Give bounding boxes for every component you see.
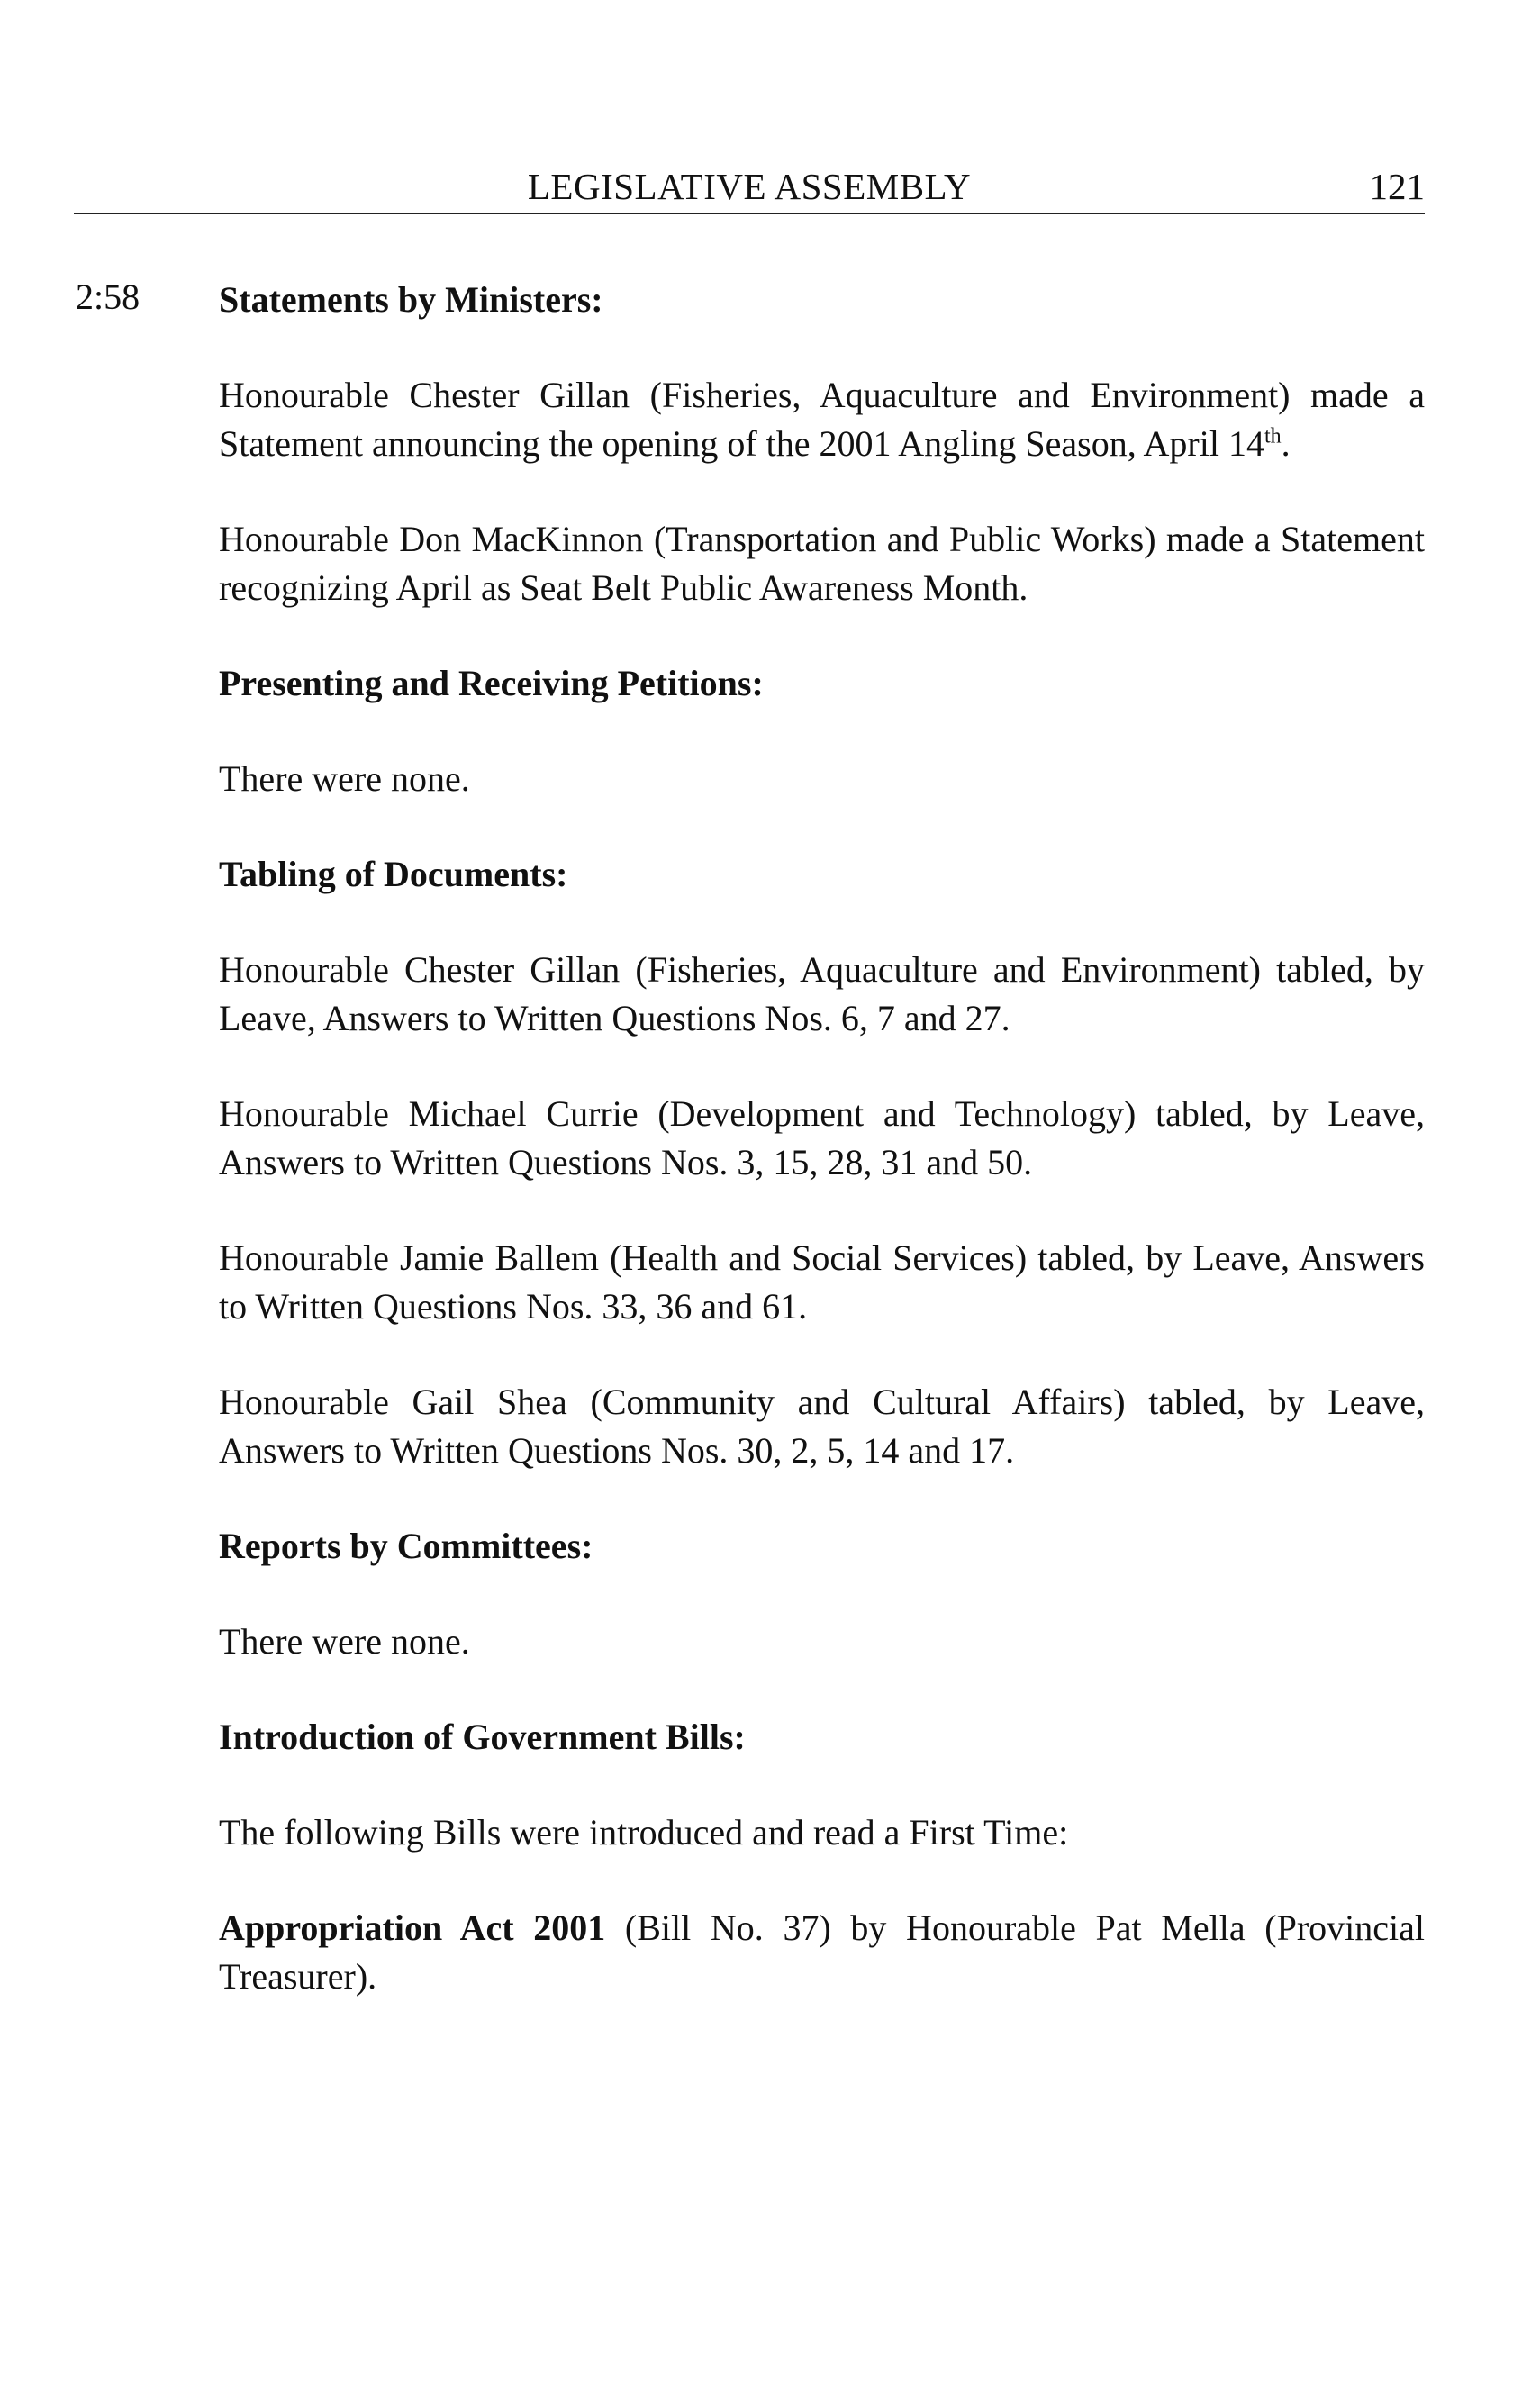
paragraph-statement-mackinnon: Honourable Don MacKinnon (Transportation and Public Works) made a Statement recognizing April as Seat Belt Public Awareness Month. — [219, 519, 1425, 608]
paragraph-bills-intro: The following Bills were introduced and read a First Time: — [219, 1812, 1069, 1853]
paragraph-statement-gillan — [219, 371, 1425, 468]
heading-presenting-petitions: Presenting and Receiving Petitions: — [219, 663, 764, 703]
time-mark: 2:58 — [76, 276, 140, 317]
paragraph-petitions-none: There were none. — [219, 758, 470, 799]
paragraph-tabling-gillan: Honourable Chester Gillan (Fisheries, Aquaculture and Environment) tabled, by Leave, Answers to Written Questions Nos. 6, 7 and 27. — [219, 949, 1425, 1038]
heading-statements-by-ministers: Statements by Ministers: — [219, 279, 603, 320]
heading-tabling-documents: Tabling of Documents: — [219, 854, 568, 894]
header-title: LEGISLATIVE ASSEMBLY — [527, 166, 972, 207]
ordinal-superscript: th — [1264, 424, 1282, 448]
paragraph-tabling-shea: Honourable Gail Shea (Community and Cultural Affairs) tabled, by Leave, Answers to Written Questions Nos. 30, 2, 5, 14 and 17. — [219, 1382, 1425, 1471]
statement-gillan-text: Honourable Chester Gillan (Fisheries, Aquaculture and Environment) made a Statement announcing the opening of the 2001 Angling Season, April 14 — [219, 375, 1425, 464]
document-body — [219, 276, 1425, 2048]
heading-government-bills: Introduction of Government Bills: — [219, 1717, 746, 1757]
header-rule — [74, 213, 1425, 214]
paragraph-tabling-ballem: Honourable Jamie Ballem (Health and Social Services) tabled, by Leave, Answers to Written Questions Nos. 33, 36 and 61. — [219, 1237, 1425, 1327]
bill-details: (Bill No. 37) by Honourable Pat Mella (Provincial Treasurer). — [219, 1907, 1425, 1997]
paragraph-appropriation-act — [219, 1904, 1425, 2001]
statement-gillan-end: . — [1281, 423, 1291, 464]
paragraph-committees-none: There were none. — [219, 1621, 470, 1662]
page-number: 121 — [1369, 166, 1425, 207]
paragraph-tabling-currie: Honourable Michael Currie (Development and Technology) tabled, by Leave, Answers to Written Questions Nos. 3, 15, 28, 31 and 50. — [219, 1093, 1425, 1182]
page-header — [74, 164, 1425, 218]
heading-reports-by-committees: Reports by Committees: — [219, 1526, 593, 1566]
bill-title: Appropriation Act 2001 — [219, 1907, 606, 1948]
